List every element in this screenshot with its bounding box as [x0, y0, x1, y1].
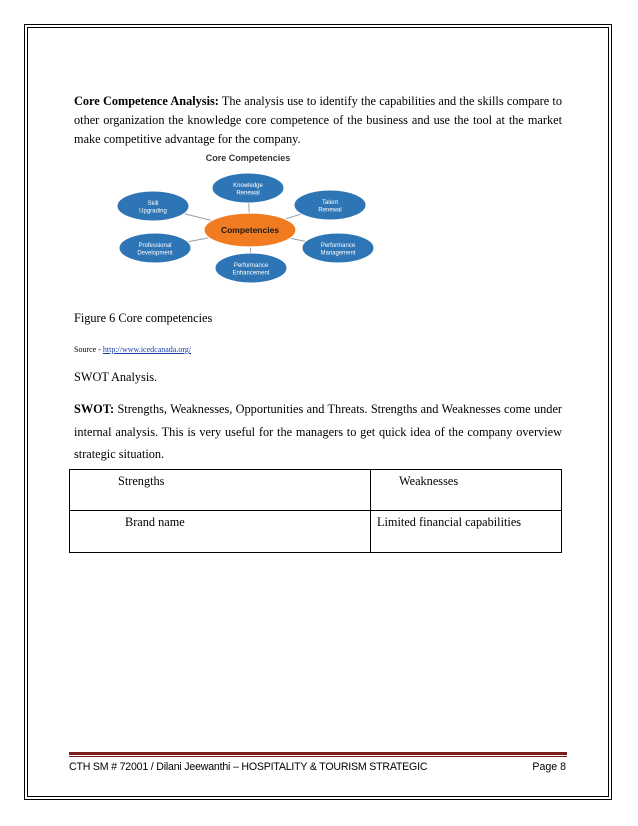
swot-table: [69, 469, 562, 553]
figure-caption: Figure 6 Core competencies: [74, 311, 213, 325]
diagram-node: [212, 173, 284, 203]
footer-text: CTH SM # 72001 / Dilani Jeewanthi – HOSPITALITY & TOURISM STRATEGIC: [69, 761, 428, 773]
swot-heading: SWOT Analysis.: [74, 370, 158, 384]
node-label-line2: Renewal: [236, 190, 260, 197]
footer-rule-thick: [69, 752, 567, 755]
node-label-line1: Skill: [147, 201, 159, 207]
core-competence-heading: Core Competence Analysis:: [74, 94, 219, 108]
center-label: Competencies: [220, 225, 280, 235]
diagram-center-group: [204, 213, 296, 247]
core-competence-text: The analysis use to identify the capabilities and the skills compare to other organization the knowledge core competence of the business and use the tool at the market make competitive advantage for the company.: [74, 94, 562, 146]
header-strengths: Strengths: [70, 470, 371, 511]
swot-bold-label: SWOT:: [74, 402, 115, 416]
page-number: Page 8: [532, 761, 566, 773]
node-label-line1: Performance: [320, 243, 356, 249]
node-label-line2: Upgrading: [139, 208, 167, 215]
source-link[interactable]: http://www.icedcanada.org/: [102, 345, 192, 354]
diagram-node: [117, 191, 189, 221]
table-row: [70, 511, 562, 553]
node-label-line1: Knowledge: [233, 183, 263, 189]
node-label-line1: Professional: [138, 243, 172, 249]
footer-rule-thin: [69, 756, 567, 757]
node-label-line1: Performance: [233, 263, 269, 269]
swot-text: Strengths, Weaknesses, Opportunities and Threats. Strengths and Weaknesses come under internal analysis. This is very useful for the managers to get quick idea of the company overview strategic situation.: [74, 402, 562, 461]
swot-header-row: [70, 470, 562, 511]
node-label-line2: Development: [137, 250, 173, 257]
core-competencies-diagram: [110, 150, 390, 286]
cell-strength: Brand name: [70, 511, 371, 553]
source-line: [74, 345, 191, 354]
node-label-line1: Talent: [321, 200, 339, 206]
header-weaknesses: Weaknesses: [371, 470, 562, 511]
core-competence-paragraph: [74, 92, 562, 149]
node-label-line2: Management: [320, 250, 356, 257]
node-label-line2: Renewal: [318, 207, 342, 214]
diagram-node: [294, 190, 366, 220]
swot-paragraph: [74, 398, 562, 466]
cell-weakness: Limited financial capabilities: [371, 511, 562, 553]
source-prefix: Source -: [74, 345, 103, 354]
diagram-node: [302, 233, 374, 263]
diagram-node: [215, 253, 287, 283]
diagram-title: Core Competencies: [205, 153, 291, 163]
diagram-node: [119, 233, 191, 263]
node-label-line2: Enhancement: [232, 270, 270, 277]
